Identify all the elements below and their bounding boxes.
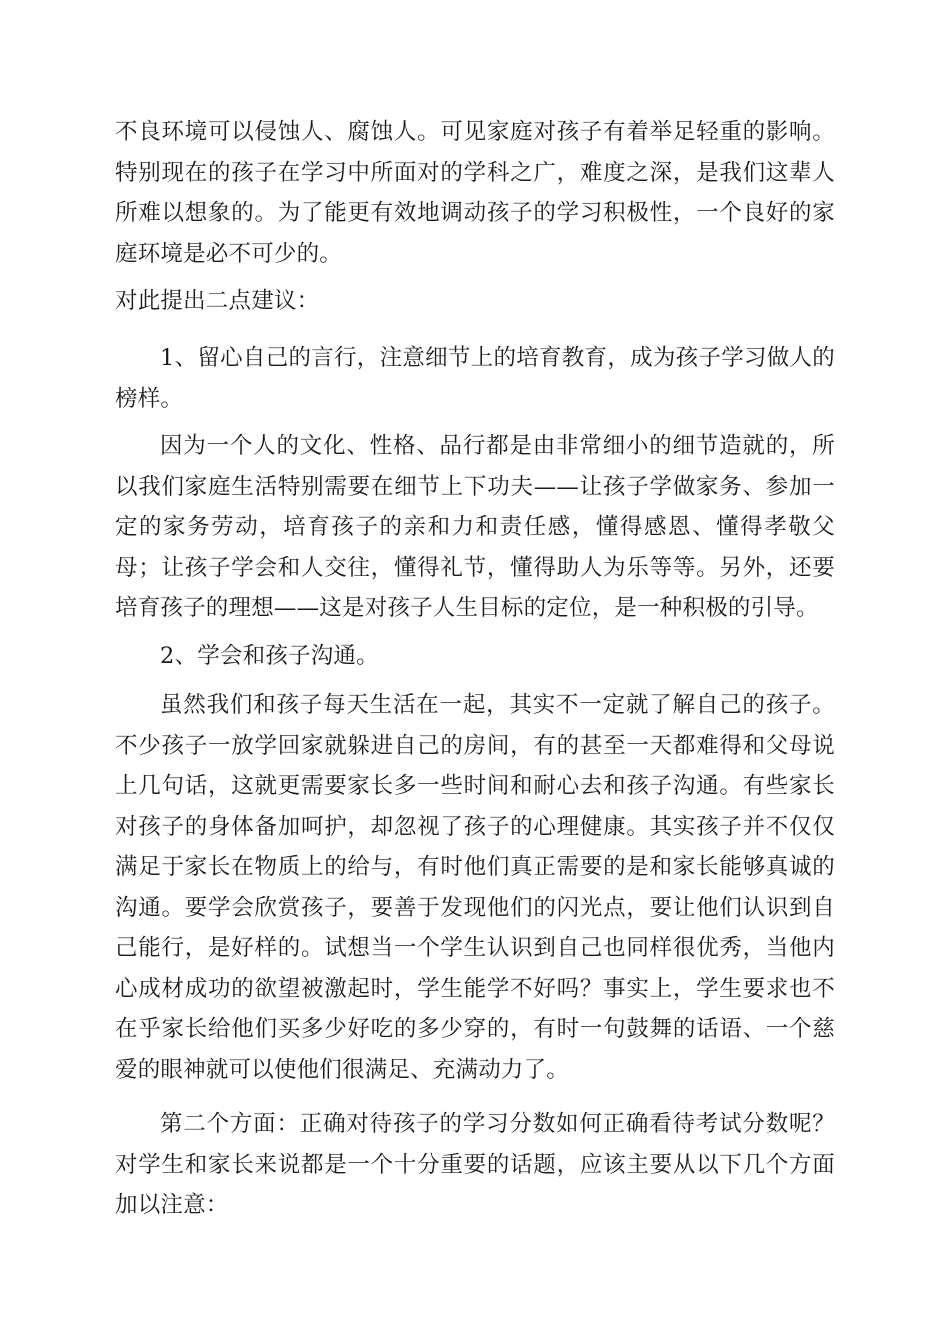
paragraph-suggestion-1: 1、留心自己的言行，注意细节上的培育教育，成为孩子学习做人的榜样。 [115, 345, 835, 412]
paragraph-family-environment: 不良环境可以侵蚀人、腐蚀人。可见家庭对孩子有着举足轻重的影响。特别现在的孩子在学习中所面对的学科之广，难度之深，是我们这辈人所难以想象的。为了能更有效地调动孩子的学习积极性，一个良好的家庭环境是必不可少的。 [115, 119, 835, 267]
paragraph-suggestion-2: 2、学会和孩子沟通。 [160, 643, 379, 669]
paragraph-details-education: 因为一个人的文化、性格、品行都是由非常细小的细节造就的，所以我们家庭生活特别需要在细节上下功夫——让孩子学做家务、参加一定的家务劳动，培育孩子的亲和力和责任感，懂得感恩、懂得孝敬父母；让孩子学会和人交往，懂得礼节，懂得助人为乐等等。另外，还要培育孩子的理想——这是对孩子人生目标的定位，是一种积极的引导。 [115, 433, 835, 621]
paragraph-two-suggestions: 对此提出二点建议： [115, 288, 320, 314]
paragraph-communication: 虽然我们和孩子每天生活在一起，其实不一定就了解自己的孩子。不少孩子一放学回家就躲进自己的房间，有的甚至一天都难得和父母说上几句话，这就更需要家长多一些时间和耐心去和孩子沟通。有些家长对孩子的身体备加呵护，却忽视了孩子的心理健康。其实孩子并不仅仅满足于家长在物质上的给与，有时他们真正需要的是和家长能够真诚的沟通。要学会欣赏孩子，要善于发现他们的闪光点，要让他们认识到自己能行，是好样的。试想当一个学生认识到自己也同样很优秀，当他内心成材成功的欲望被激起时，学生能学不好吗？事实上，学生要求也不在乎家长给他们买多少好吃的多少穿的，有时一句鼓舞的话语、一个慈爱的眼神就可以使他们很满足、充满动力了。 [115, 692, 835, 1083]
paragraph-second-aspect: 第二个方面：正确对待孩子的学习分数如何正确看待考试分数呢？对学生和家长来说都是一个十分重要的话题，应该主要从以下几个方面加以注意： [115, 1111, 835, 1218]
